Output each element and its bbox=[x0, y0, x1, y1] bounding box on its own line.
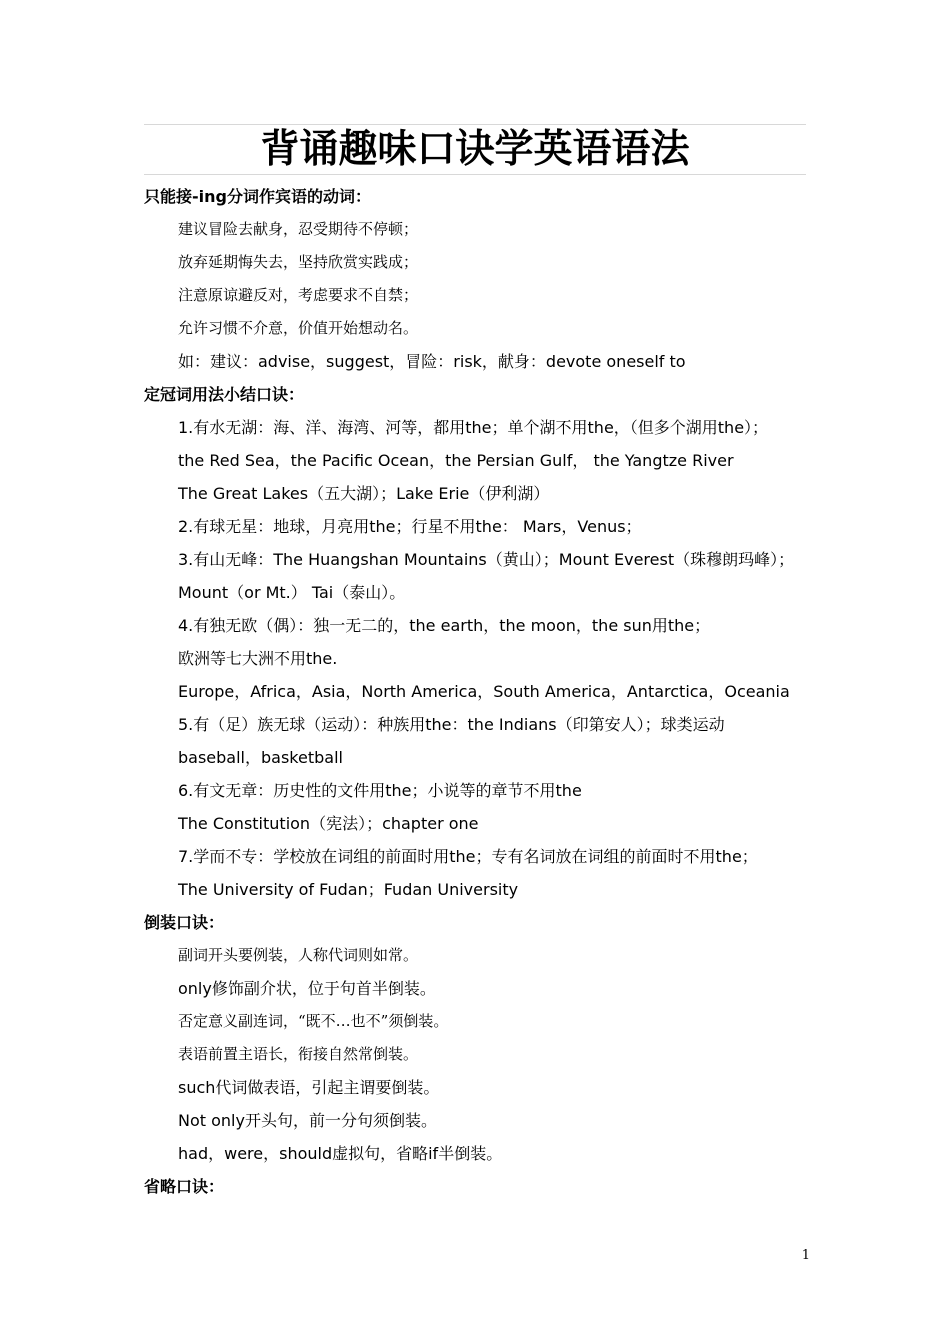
section-heading-gerund-verbs: 只能接-ing分词作宾语的动词： bbox=[144, 187, 371, 206]
example-line: Mount（or Mt.） Tai（泰山）。 bbox=[178, 583, 406, 602]
example-line: Europe，Africa，Asia，North America，South America，Antarctica，Oceania bbox=[178, 682, 790, 701]
rhyme-line: Not only开头句，前一分句须倒装。 bbox=[178, 1111, 437, 1130]
rhyme-line: 建议冒险去献身，忍受期待不停顿； bbox=[178, 220, 419, 238]
title-top-rule bbox=[144, 124, 806, 125]
rhyme-line: only修饰副介状，位于句首半倒装。 bbox=[178, 979, 436, 998]
rhyme-line: such代词做表语，引起主谓要倒装。 bbox=[178, 1078, 440, 1097]
rule-line: 欧洲等七大洲不用the. bbox=[178, 649, 338, 668]
rhyme-line: 注意原谅避反对，考虑要求不自禁； bbox=[178, 286, 419, 304]
example-line: The University of Fudan；Fudan University bbox=[178, 880, 519, 899]
rhyme-line: 允许习惯不介意，价值开始想动名。 bbox=[178, 319, 419, 337]
example-line: the Red Sea，the Pacific Ocean，the Persian Gulf， the Yangtze River bbox=[178, 451, 734, 470]
section-heading-inversion: 倒装口诀： bbox=[144, 913, 225, 932]
rhyme-line: 表语前置主语长，衔接自然常倒装。 bbox=[178, 1045, 419, 1063]
example-line: 如：建议：advise，suggest，冒险：risk，献身：devote oneself to bbox=[178, 352, 686, 371]
example-line: The Great Lakes（五大湖）；Lake Erie（伊利湖） bbox=[178, 484, 550, 503]
rhyme-line: 否定意义副连词，“既不…也不”须倒装。 bbox=[178, 1012, 449, 1030]
rule-line: 6.有文无章：历史性的文件用the；小说等的章节不用the bbox=[178, 781, 582, 800]
page-number: 1 bbox=[801, 1248, 810, 1263]
section-heading-ellipsis: 省略口诀： bbox=[144, 1177, 225, 1196]
example-line: The Constitution（宪法）；chapter one bbox=[178, 814, 479, 833]
title-bottom-rule bbox=[144, 174, 806, 175]
document-body bbox=[144, 180, 824, 1203]
rule-line: 3.有山无峰：The Huangshan Mountains（黄山）；Mount Everest（珠穆朗玛峰）； bbox=[178, 550, 795, 569]
section-heading-definite-article: 定冠词用法小结口诀： bbox=[144, 385, 305, 404]
rule-line: 5.有（足）族无球（运动）：种族用the：the Indians（印第安人）；球类运动 bbox=[178, 715, 725, 734]
rhyme-line: had，were，should虚拟句，省略if半倒装。 bbox=[178, 1144, 503, 1163]
rule-line: 2.有球无星：地球，月亮用the；行星不用the： Mars，Venus； bbox=[178, 517, 642, 536]
rule-line: 1.有水无湖：海、洋、海湾、河等，都用the；单个湖不用the，（但多个湖用the）； bbox=[178, 418, 769, 437]
rhyme-line: 放弃延期悔失去，坚持欣赏实践成； bbox=[178, 253, 419, 271]
example-line: baseball，basketball bbox=[178, 748, 343, 767]
rule-line: 7.学而不专：学校放在词组的前面时用the；专有名词放在词组的前面时不用the； bbox=[178, 847, 758, 866]
document-title: 背诵趣味口诀学英语语法 bbox=[260, 127, 690, 172]
rule-line: 4.有独无欧（偶）：独一无二的，the earth，the moon，the sun用the； bbox=[178, 616, 711, 635]
rhyme-line: 副词开头要例装，人称代词则如常。 bbox=[178, 946, 419, 964]
